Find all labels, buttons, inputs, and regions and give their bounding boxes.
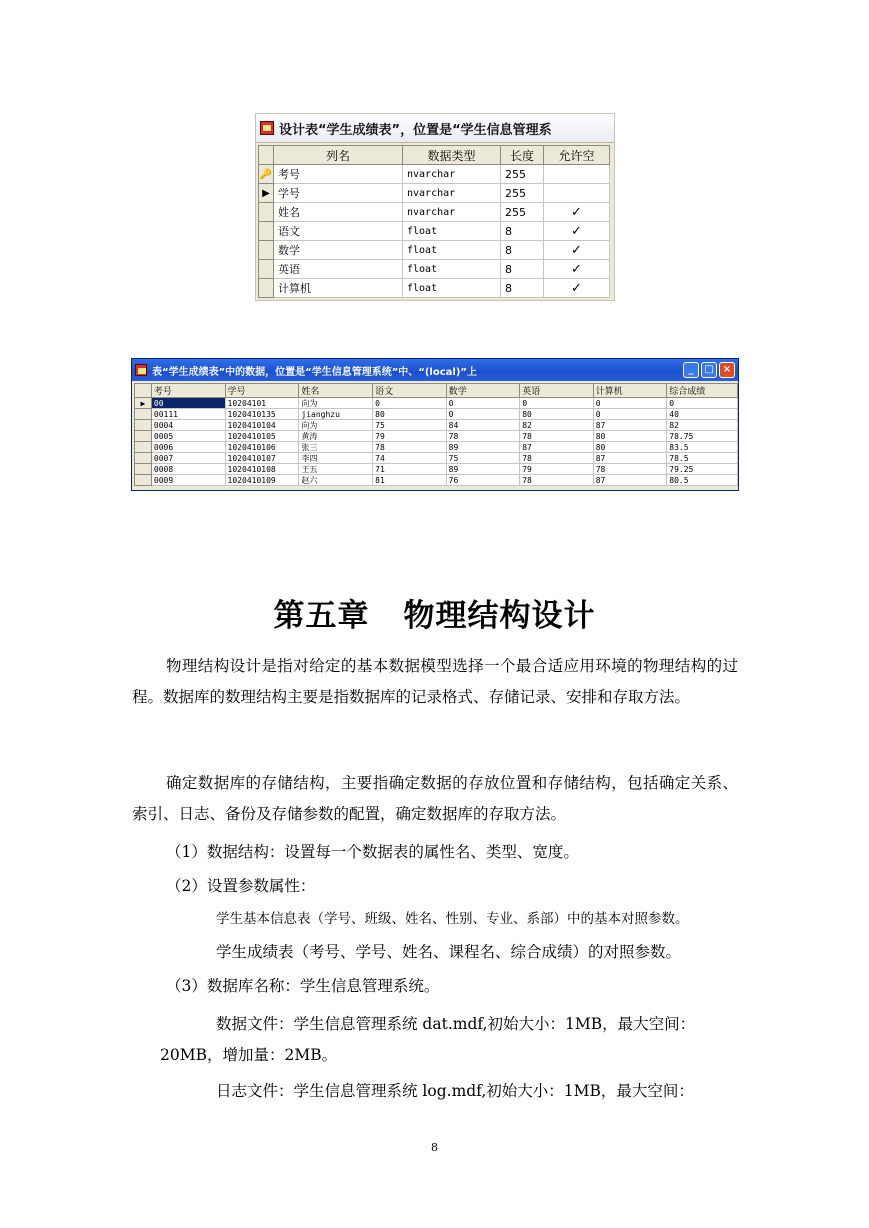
data-cell[interactable]: 1020410108 [225, 464, 299, 475]
item-data-structure: （1）数据结构：设置每一个数据表的属性名、类型、宽度。 [166, 843, 579, 861]
cell-column-name[interactable]: 语文 [274, 222, 403, 241]
cell-column-name[interactable]: 英语 [274, 260, 403, 279]
cell-column-name[interactable]: 计算机 [274, 279, 403, 298]
data-file-line-1: 数据文件：学生信息管理系统 dat.mdf,初始大小：1MB，最大空间： [216, 1015, 696, 1033]
data-cell[interactable]: 0005 [151, 431, 225, 442]
data-row[interactable] [135, 420, 738, 431]
row-marker[interactable] [259, 279, 274, 298]
data-cell[interactable]: 1020410135 [225, 409, 299, 420]
data-cell[interactable]: 0009 [151, 475, 225, 486]
row-selector[interactable] [135, 442, 152, 453]
design-row[interactable] [259, 165, 610, 184]
column-header-nullable[interactable]: 允许空 [544, 146, 610, 165]
data-cell[interactable]: 1020410109 [225, 475, 299, 486]
data-cell[interactable]: 79.25 [667, 464, 738, 475]
data-cell[interactable]: 80 [593, 431, 667, 442]
cell-data-type[interactable]: nvarchar [403, 165, 501, 184]
data-cell[interactable]: 78.75 [667, 431, 738, 442]
maximize-button[interactable]: □ [701, 362, 717, 378]
row-marker[interactable] [259, 241, 274, 260]
data-cell[interactable]: 87 [593, 475, 667, 486]
data-cell[interactable]: 71 [373, 464, 447, 475]
data-cell[interactable]: 89 [446, 464, 520, 475]
current-row-arrow-icon[interactable]: ▶ [135, 398, 152, 409]
data-cell[interactable]: 1020410107 [225, 453, 299, 464]
data-cell[interactable]: 84 [446, 420, 520, 431]
data-cell[interactable]: 赵六 [299, 475, 373, 486]
data-cell[interactable]: 0 [593, 409, 667, 420]
data-cell[interactable]: 79 [373, 431, 447, 442]
row-selector-header [135, 384, 152, 398]
design-row[interactable] [259, 260, 610, 279]
cell-length[interactable]: 8 [501, 260, 544, 279]
data-cell[interactable]: 75 [446, 453, 520, 464]
column-header[interactable]: 姓名 [299, 384, 373, 398]
data-cell[interactable]: 75 [373, 420, 447, 431]
cell-allow-null[interactable]: ✓ [544, 260, 610, 279]
cell-data-type[interactable]: float [403, 222, 501, 241]
design-grid [258, 145, 610, 298]
cell-length[interactable]: 255 [501, 184, 544, 203]
data-row[interactable] [135, 442, 738, 453]
data-cell[interactable]: 李四 [299, 453, 373, 464]
paragraph-intro: 物理结构设计是指对给定的基本数据模型选择一个最合适应用环境的物理结构的过程。数据库的数理结构主要是指数据库的记录格式、存储记录、安排和存取方法。 [132, 657, 738, 706]
data-cell[interactable]: 0 [373, 398, 447, 409]
data-cell[interactable]: jianghzu [299, 409, 373, 420]
row-marker[interactable] [259, 222, 274, 241]
data-cell[interactable]: 78 [373, 442, 447, 453]
data-grid [134, 383, 738, 486]
data-cell[interactable]: 0006 [151, 442, 225, 453]
chapter-title: 物理结构设计 [403, 598, 596, 634]
cell-data-type[interactable]: float [403, 279, 501, 298]
data-cell[interactable]: 0008 [151, 464, 225, 475]
data-row[interactable] [135, 431, 738, 442]
row-selector[interactable] [135, 420, 152, 431]
data-cell[interactable]: 78.5 [667, 453, 738, 464]
column-header[interactable]: 计算机 [593, 384, 667, 398]
row-selector[interactable] [135, 464, 152, 475]
data-cell[interactable]: 0004 [151, 420, 225, 431]
data-cell[interactable]: 00 [151, 398, 225, 409]
cell-data-type[interactable]: nvarchar [403, 184, 501, 203]
column-header[interactable]: 数学 [446, 384, 520, 398]
data-cell[interactable]: 0 [446, 398, 520, 409]
design-row[interactable] [259, 279, 610, 298]
minimize-button[interactable]: _ [683, 362, 699, 378]
data-cell[interactable]: 向为 [299, 420, 373, 431]
data-cell[interactable]: 78 [520, 453, 594, 464]
data-cell[interactable]: 81 [373, 475, 447, 486]
design-row[interactable] [259, 222, 610, 241]
data-cell[interactable]: 78 [446, 431, 520, 442]
app-icon [260, 121, 274, 135]
data-cell[interactable]: 王五 [299, 464, 373, 475]
row-selector[interactable] [135, 475, 152, 486]
row-marker[interactable]: 🔑 [259, 165, 274, 184]
data-cell[interactable]: 78 [520, 431, 594, 442]
data-cell[interactable]: 1020410104 [225, 420, 299, 431]
cell-data-type[interactable]: nvarchar [403, 203, 501, 222]
row-marker[interactable] [259, 260, 274, 279]
row-marker[interactable]: ▶ [259, 184, 274, 203]
chapter-number: 第五章 [273, 598, 370, 634]
data-cell[interactable]: 0 [446, 409, 520, 420]
data-cell[interactable]: 79 [520, 464, 594, 475]
data-cell[interactable]: 80 [520, 409, 594, 420]
data-cell[interactable]: 78 [520, 475, 594, 486]
data-cell[interactable]: 10204101 [225, 398, 299, 409]
data-cell[interactable]: 80.5 [667, 475, 738, 486]
cell-length[interactable]: 255 [501, 165, 544, 184]
table-data-window [131, 358, 739, 491]
row-selector[interactable] [135, 431, 152, 442]
design-window-title: 设计表“学生成绩表”，位置是“学生信息管理系 [279, 122, 552, 138]
data-cell[interactable]: 87 [593, 420, 667, 431]
row-marker[interactable] [259, 203, 274, 222]
sub-item-student-info: 学生基本信息表（学号、班级、姓名、性别、专业、系部）中的基本对照参数。 [216, 911, 689, 927]
data-row[interactable] [135, 453, 738, 464]
cell-column-name[interactable]: 姓名 [274, 203, 403, 222]
data-cell[interactable]: 82 [520, 420, 594, 431]
cell-data-type[interactable]: float [403, 241, 501, 260]
data-cell[interactable]: 78 [593, 464, 667, 475]
data-file-line-2: 20MB，增加量：2MB。 [160, 1046, 338, 1064]
cell-allow-null[interactable]: ✓ [544, 203, 610, 222]
design-row[interactable] [259, 203, 610, 222]
column-header[interactable]: 学号 [225, 384, 299, 398]
data-cell[interactable]: 张三 [299, 442, 373, 453]
item-db-name: （3）数据库名称：学生信息管理系统。 [166, 977, 440, 995]
design-table-window [255, 113, 615, 301]
log-file-line: 日志文件：学生信息管理系统 log.mdf,初始大小：1MB，最大空间： [216, 1082, 694, 1100]
data-cell[interactable]: 1020410105 [225, 431, 299, 442]
sub-item-score-table: 学生成绩表（考号、学号、姓名、课程名、综合成绩）的对照参数。 [216, 943, 682, 961]
data-cell[interactable]: 0007 [151, 453, 225, 464]
cell-allow-null[interactable] [544, 184, 610, 203]
data-cell[interactable]: 0 [593, 398, 667, 409]
data-cell[interactable]: 87 [593, 453, 667, 464]
data-window-titlebar [132, 359, 738, 381]
column-header-length[interactable]: 长度 [501, 146, 544, 165]
data-cell[interactable]: 74 [373, 453, 447, 464]
data-cell[interactable]: 80 [593, 442, 667, 453]
design-row[interactable] [259, 184, 610, 203]
data-row[interactable] [135, 475, 738, 486]
paragraph-storage: 确定数据库的存储结构，主要指确定数据的存放位置和存储结构，包括确定关系、索引、日志、备份及存储参数的配置，确定数据库的存取方法。 [132, 774, 738, 823]
cell-length[interactable]: 8 [501, 222, 544, 241]
column-header[interactable]: 语文 [373, 384, 447, 398]
cell-allow-null[interactable]: ✓ [544, 279, 610, 298]
column-header-name[interactable]: 列名 [274, 146, 403, 165]
data-cell[interactable]: 黄涛 [299, 431, 373, 442]
cell-column-name[interactable]: 数学 [274, 241, 403, 260]
cell-allow-null[interactable]: ✓ [544, 241, 610, 260]
column-header-type[interactable]: 数据类型 [403, 146, 501, 165]
row-selector-header [259, 146, 274, 165]
cell-allow-null[interactable] [544, 165, 610, 184]
design-window-titlebar [256, 114, 614, 143]
data-row[interactable] [135, 398, 738, 409]
data-row[interactable] [135, 409, 738, 420]
row-selector[interactable] [135, 409, 152, 420]
data-cell[interactable]: 89 [446, 442, 520, 453]
column-header[interactable]: 综合成绩 [667, 384, 738, 398]
design-row[interactable] [259, 241, 610, 260]
close-button[interactable]: × [719, 362, 735, 378]
page-number: 8 [431, 1141, 438, 1154]
cell-column-name[interactable]: 考号 [274, 165, 403, 184]
data-cell[interactable]: 40 [667, 409, 738, 420]
data-cell[interactable]: 83.5 [667, 442, 738, 453]
data-cell[interactable]: 82 [667, 420, 738, 431]
column-header[interactable]: 考号 [151, 384, 225, 398]
data-cell[interactable]: 76 [446, 475, 520, 486]
cell-column-name[interactable]: 学号 [274, 184, 403, 203]
cell-data-type[interactable]: float [403, 260, 501, 279]
item-parameters: （2）设置参数属性： [166, 877, 316, 895]
data-cell[interactable]: 1020410106 [225, 442, 299, 453]
data-row[interactable] [135, 464, 738, 475]
cell-length[interactable]: 8 [501, 279, 544, 298]
cell-allow-null[interactable]: ✓ [544, 222, 610, 241]
data-cell[interactable]: 80 [373, 409, 447, 420]
data-cell[interactable]: 87 [520, 442, 594, 453]
row-selector[interactable] [135, 453, 152, 464]
data-cell[interactable]: 0 [667, 398, 738, 409]
cell-length[interactable]: 8 [501, 241, 544, 260]
data-window-title: 表“学生成绩表”中的数据，位置是“学生信息管理系统”中、“(local)”上 [152, 366, 477, 378]
data-cell[interactable]: 0 [520, 398, 594, 409]
column-header[interactable]: 英语 [520, 384, 594, 398]
data-cell[interactable]: 向为 [299, 398, 373, 409]
data-cell[interactable]: 00111 [151, 409, 225, 420]
app-icon [135, 364, 147, 376]
cell-length[interactable]: 255 [501, 203, 544, 222]
chapter-heading [0, 590, 869, 635]
